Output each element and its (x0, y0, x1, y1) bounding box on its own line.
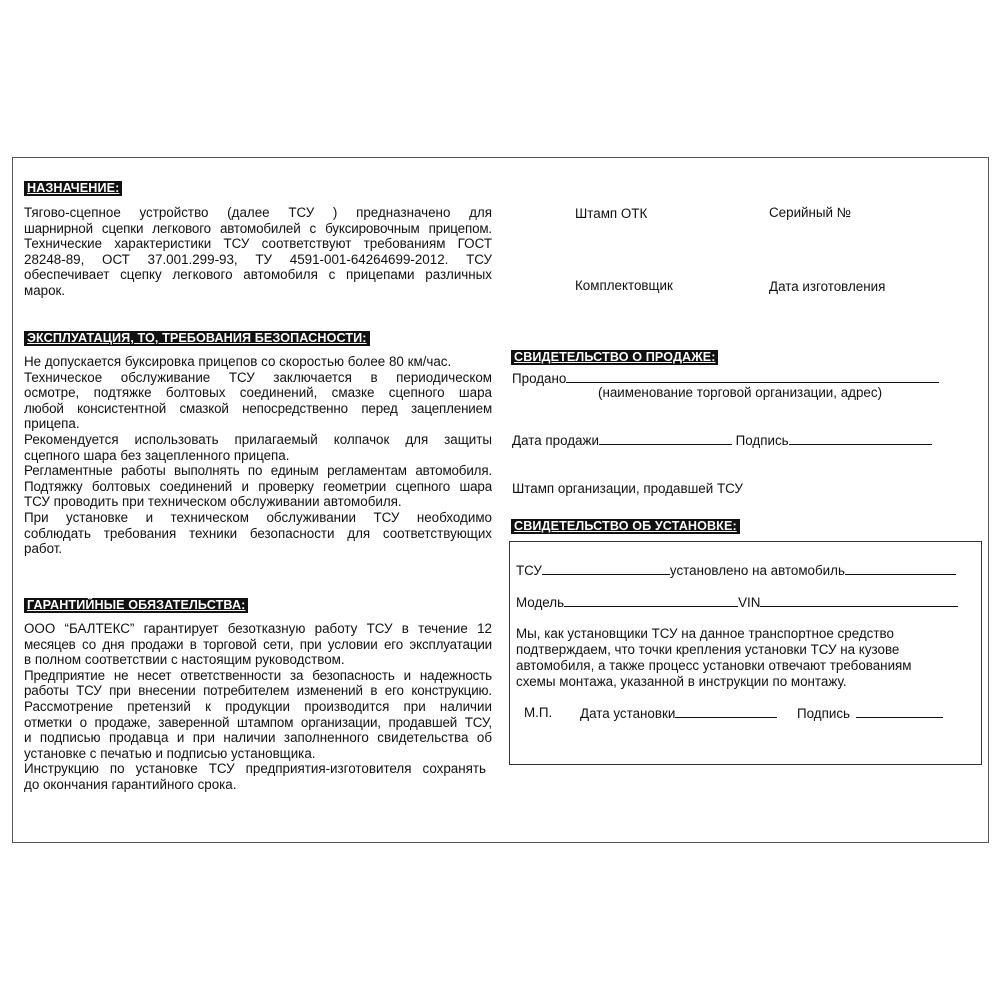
install-sign-label: Подпись (797, 706, 850, 721)
text-line: Тягово-сцепное устройство (далее ТСУ ) предназначено для (24, 205, 492, 220)
text-line: обеспечивает сцепку легкового автомобиля с прицепами различных (24, 267, 492, 283)
tsu-field[interactable] (542, 562, 670, 575)
sale-sign-label: Подпись (735, 433, 789, 448)
section-heading-warranty: ГАРАНТИЙНЫЕ ОБЯЗАТЕЛЬСТВА: (24, 598, 248, 613)
installed-on-label: установлено на автомобиль (669, 563, 845, 578)
text-line: 28248-89, ОСТ 37.001.299-93, ТУ 4591-001-64264699-2012. ТСУ (24, 251, 492, 267)
text-line: в полном соответствии с настоящим руководством. (24, 652, 345, 668)
text-line: до окончания гарантийного срока. (24, 776, 237, 792)
install-statement-line: Мы, как установщики ТСУ на данное транспортное средство (516, 626, 894, 641)
text-line: Регламентные работы выполнять по единым регламентам автомобиля. (24, 463, 492, 479)
seller-stamp-label: Штамп организации, продавшей ТСУ (512, 481, 743, 496)
install-date-label: Дата установки (580, 706, 676, 721)
install-statement-line: схемы монтажа, указанной в инструкции по монтажу. (516, 674, 847, 689)
car-field[interactable] (845, 562, 956, 575)
text-line: Рекомендуется использовать прилагаемый колпачок для защиты (24, 431, 492, 447)
serial-number-label: Серийный № (769, 205, 852, 220)
install-statement-line: автомобиля, а также процесс установки отвечают требованиям (516, 658, 912, 673)
text-line: Инструкцию по установке ТСУ предприятия-изготовителя сохранять (24, 761, 486, 777)
text-line: Рассмотрение претензий к продукции производится при наличии (24, 698, 492, 714)
text-line: ООО “БАЛТЕКС” гарантирует безотказную работу ТСУ в течение 12 (24, 621, 492, 636)
text-line: Техническое обслуживание ТСУ заключается в периодическом (24, 369, 492, 385)
install-tsu-row (516, 562, 956, 579)
text-line: Технические характеристики ТСУ соответствуют требованиям ГОСТ (24, 236, 492, 252)
model-label: Модель (516, 595, 565, 610)
text-line: Подтяжку болтовых соединений и проверку геометрии сцепного шара (24, 478, 492, 494)
sale-date-field[interactable] (599, 432, 732, 445)
install-model-row (516, 594, 958, 611)
section-heading-install: СВИДЕТЕЛЬСТВО ОБ УСТАНОВКЕ: (511, 519, 740, 534)
text-line: и подписью продавца и при наличии заполненного свидетельства об (24, 730, 492, 746)
purpose-text (24, 205, 492, 299)
sold-hint: (наименование торговой организации, адрес) (598, 385, 883, 400)
text-line: Предприятие не несет ответственности за безопасность и надежность (24, 667, 492, 683)
operation-text (24, 354, 492, 557)
text-line: марок. (24, 282, 66, 298)
sold-label: Продано (512, 371, 567, 386)
section-heading-operation: ЭКСПЛУАТАЦИЯ, ТО, ТРЕБОВАНИЯ БЕЗОПАСНОСТИ: (24, 331, 370, 346)
vin-label: VIN (738, 595, 761, 610)
model-field[interactable] (564, 594, 738, 607)
text-line: отметки о продаже, заверенной штампом организации, продавшей ТСУ, (24, 714, 492, 730)
packer-label: Комплектовщик (575, 278, 673, 293)
text-line: ТСУ проводить при техническом обслуживании автомобиля. (24, 494, 402, 510)
install-sign-field[interactable] (856, 705, 943, 718)
vin-field[interactable] (760, 594, 958, 607)
manufacture-date-label: Дата изготовления (769, 279, 886, 294)
section-heading-purpose: НАЗНАЧЕНИЕ: (24, 181, 122, 196)
text-line: соблюдать требования техники безопасности для соответствующих (24, 525, 492, 541)
text-line: При установке и техническом обслуживании ТСУ необходимо (24, 509, 492, 525)
install-date-field[interactable] (675, 705, 777, 718)
sale-sign-field[interactable] (789, 432, 932, 445)
install-date-row (580, 705, 777, 722)
text-line: любой консистентной смазкой непосредственно перед зацеплением (24, 400, 492, 416)
text-line: месяцев со дня продажи в торговой сети, при условии его эксплуатации (24, 636, 492, 652)
text-line: работы ТСУ при внесении потребителем изменений в его конструкцию. (24, 683, 492, 699)
install-statement-line: подтверждаем, что точки крепления установки ТСУ на кузове (516, 642, 900, 657)
warranty-text (24, 621, 492, 793)
install-sign-row (797, 705, 943, 722)
text-line: шарнирной сцепки легкового автомобилей с буксировочным прицепом. (24, 220, 492, 236)
text-line: работ. (24, 541, 63, 557)
otk-stamp-label: Штамп ОТК (575, 206, 648, 221)
text-line: установке с печатью и подписью установщика. (24, 745, 316, 761)
tsu-label: ТСУ (516, 563, 542, 578)
text-line: сцепного шара без зацепленного прицепа. (24, 447, 290, 463)
text-line: прицепа. (24, 416, 80, 432)
section-heading-sale: СВИДЕТЕЛЬСТВО О ПРОДАЖЕ: (511, 350, 718, 365)
text-line: осмотре, подтяжке болтовых соединений, смазке сцепного шара (24, 385, 492, 401)
sale-date-label: Дата продажи (512, 433, 599, 448)
text-line: Не допускается буксировка прицепов со скоростью более 80 км/час. (24, 354, 452, 369)
sale-date-row (512, 432, 932, 449)
seal-label: М.П. (524, 705, 553, 720)
sold-field[interactable] (566, 370, 939, 383)
